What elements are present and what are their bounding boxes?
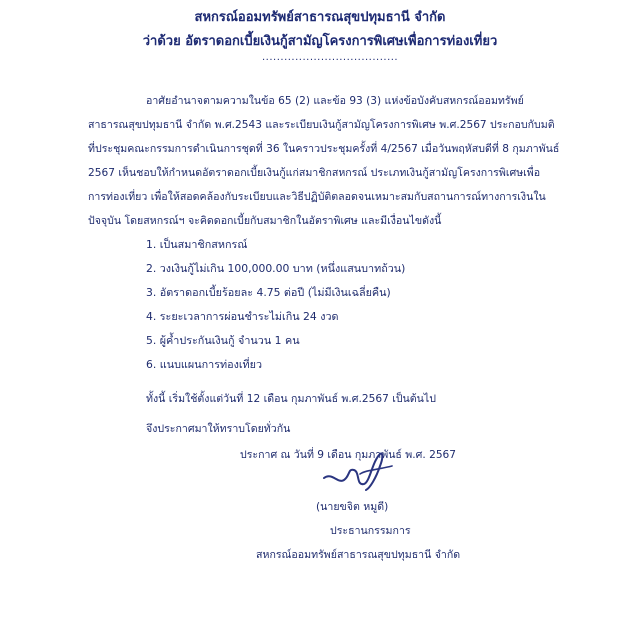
effective-date-line: ทั้งนี้ เริ่มใช้ตั้งแต่วันที่ 12 เดือน กุมภาพันธ์ พ.ศ.2567 เป็นต้นไป — [146, 393, 436, 405]
title-separator: ..................................... — [262, 52, 399, 63]
condition-item-5: 5. ผู้ค้ำประกันเงินกู้ จำนวน 1 คน — [146, 334, 300, 347]
signer-organization: สหกรณ์ออมทรัพย์สาธารณสุขปทุมธานี จำกัด — [256, 549, 461, 561]
condition-item-4: 4. ระยะเวลาการผ่อนชำระไม่เกิน 24 งวด — [146, 310, 339, 323]
announcement-date: ประกาศ ณ วันที่ 9 เดือน กุมภาพันธ์ พ.ศ. 2567 — [240, 449, 457, 461]
body-line-5: การท่องเที่ยว เพื่อให้สอดคล้องกับระเบียบและวิธีปฏิบัติตลอดจนเหมาะสมกับสถานการณ์ทางการเงินใน — [88, 191, 546, 203]
body-line-3: ที่ประชุมคณะกรรมการดำเนินการชุดที่ 36 ในคราวประชุมครั้งที่ 4/2567 เมื่อวันพฤหัสบดีที่ 8 กุมภาพันธ์ — [88, 143, 560, 155]
document-title: สหกรณ์ออมทรัพย์สาธารณสุขปทุมธานี จำกัด — [194, 10, 446, 25]
body-line-2: สาธารณสุขปทุมธานี จำกัด พ.ศ.2543 และระเบียบเงินกู้สามัญโครงการพิเศษ พ.ศ.2567 ประกอบกับมติ — [88, 119, 555, 131]
body-line-1: อาศัยอำนาจตามความในข้อ 65 (2) และข้อ 93 (3) แห่งข้อบังคับสหกรณ์ออมทรัพย์ — [146, 95, 524, 107]
condition-item-6: 6. แนบแผนการท่องเที่ยว — [146, 358, 263, 371]
condition-item-1: 1. เป็นสมาชิกสหกรณ์ — [146, 238, 248, 251]
condition-item-2: 2. วงเงินกู้ไม่เกิน 100,000.00 บาท (หนึ่งแสนบาทถ้วน) — [146, 262, 406, 275]
body-line-4: 2567 เห็นชอบให้กำหนดอัตราดอกเบี้ยเงินกู้แก่สมาชิกสหกรณ์ ประเภทเงินกู้สามัญโครงการพิเศษเพื่อ — [88, 167, 541, 179]
document-subject: ว่าด้วย อัตราดอกเบี้ยเงินกู้สามัญโครงการพิเศษเพื่อการท่องเที่ยว — [142, 34, 498, 49]
body-line-6: ปัจจุบัน โดยสหกรณ์ฯ จะคิดดอกเบี้ยกับสมาชิกในอัตราพิเศษ และมีเงื่อนไขดังนี้ — [88, 215, 442, 227]
signer-name: (นายขจิต หมูดี) — [316, 501, 389, 513]
signer-position: ประธานกรรมการ — [330, 525, 411, 537]
handwritten-signature — [320, 448, 400, 494]
announcement-line: จึงประกาศมาให้ทราบโดยทั่วกัน — [146, 423, 291, 435]
condition-item-3: 3. อัตราดอกเบี้ยร้อยละ 4.75 ต่อปี (ไม่มีเงินเฉลี่ยคืน) — [146, 286, 391, 299]
